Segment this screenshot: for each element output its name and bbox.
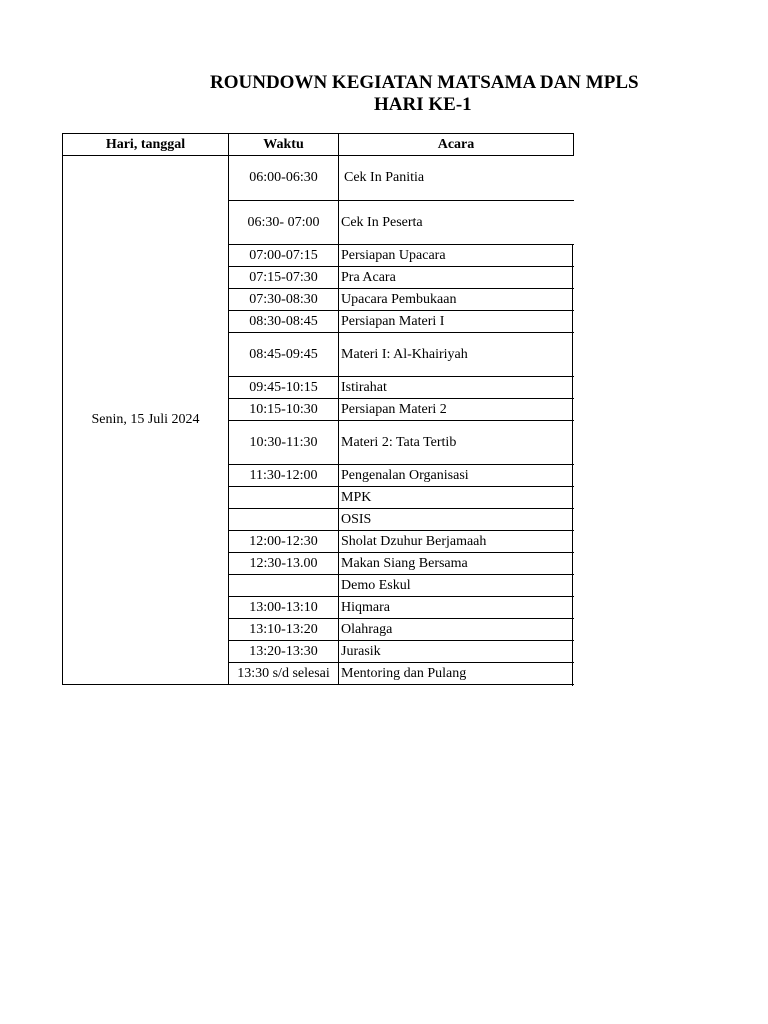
table-right-border xyxy=(572,377,573,400)
header-hari: Hari, tanggal xyxy=(63,134,229,156)
acara-cell: Persiapan Materi 2 xyxy=(339,399,574,421)
acara-cell: Sholat Dzuhur Berjamaah xyxy=(339,531,574,553)
table-right-border xyxy=(572,553,573,576)
table-right-border xyxy=(572,289,573,312)
header-acara: Acara xyxy=(339,134,574,156)
waktu-cell: 06:00-06:30 xyxy=(229,156,339,201)
table-right-border xyxy=(572,641,573,664)
acara-cell: Pra Acara xyxy=(339,267,574,289)
waktu-cell: 08:45-09:45 xyxy=(229,333,339,377)
table-right-border xyxy=(572,663,573,686)
document-title xyxy=(0,68,768,118)
waktu-cell: 10:15-10:30 xyxy=(229,399,339,421)
waktu-cell: 06:30- 07:00 xyxy=(229,201,339,245)
waktu-cell xyxy=(229,487,339,509)
acara-cell: Materi 2: Tata Tertib xyxy=(339,421,574,465)
acara-cell: MPK xyxy=(339,487,574,509)
table-right-border xyxy=(572,399,573,422)
table-right-border xyxy=(572,597,573,620)
acara-cell: Olahraga xyxy=(339,619,574,641)
table-right-border xyxy=(572,421,573,466)
hari-tanggal-cell: Senin, 15 Juli 2024 xyxy=(63,156,229,685)
acara-cell: Persiapan Materi I xyxy=(339,311,574,333)
waktu-cell: 07:15-07:30 xyxy=(229,267,339,289)
table-right-border xyxy=(572,311,573,334)
table-body xyxy=(63,156,574,685)
acara-cell: Jurasik xyxy=(339,641,574,663)
acara-cell: Makan Siang Bersama xyxy=(339,553,574,575)
acara-cell: Pengenalan Organisasi xyxy=(339,465,574,487)
waktu-cell: 13:00-13:10 xyxy=(229,597,339,619)
waktu-cell: 13:10-13:20 xyxy=(229,619,339,641)
acara-cell: Upacara Pembukaan xyxy=(339,289,574,311)
waktu-cell: 10:30-11:30 xyxy=(229,421,339,465)
acara-cell: Persiapan Upacara xyxy=(339,245,574,267)
table-right-border xyxy=(572,333,573,378)
acara-cell: OSIS xyxy=(339,509,574,531)
acara-cell: Cek In Panitia xyxy=(339,156,574,201)
table-right-border xyxy=(572,245,573,268)
waktu-cell: 08:30-08:45 xyxy=(229,311,339,333)
waktu-cell xyxy=(229,509,339,531)
waktu-cell xyxy=(229,575,339,597)
table-row xyxy=(63,156,574,201)
acara-cell: Istirahat xyxy=(339,377,574,399)
table-right-border xyxy=(572,619,573,642)
acara-cell: Mentoring dan Pulang xyxy=(339,663,574,685)
waktu-cell: 13:30 s/d selesai xyxy=(229,663,339,685)
header-waktu: Waktu xyxy=(229,134,339,156)
rundown-table xyxy=(62,133,574,685)
acara-cell: Demo Eskul xyxy=(339,575,574,597)
waktu-cell: 13:20-13:30 xyxy=(229,641,339,663)
title-main: ROUNDOWN KEGIATAN MATSAMA DAN MPLS xyxy=(210,72,639,93)
waktu-cell: 07:30-08:30 xyxy=(229,289,339,311)
acara-cell: Hiqmara xyxy=(339,597,574,619)
table-header-row xyxy=(63,134,574,156)
acara-cell: Cek In Peserta xyxy=(339,201,574,245)
title-day: HARI KE-1 xyxy=(374,94,472,115)
table-right-border xyxy=(572,465,573,488)
acara-cell: Materi I: Al-Khairiyah xyxy=(339,333,574,377)
table-right-border xyxy=(572,487,573,510)
waktu-cell: 12:00-12:30 xyxy=(229,531,339,553)
table-right-border xyxy=(572,267,573,290)
table-right-border xyxy=(572,575,573,598)
waktu-cell: 09:45-10:15 xyxy=(229,377,339,399)
waktu-cell: 11:30-12:00 xyxy=(229,465,339,487)
table-right-border xyxy=(572,509,573,532)
waktu-cell: 07:00-07:15 xyxy=(229,245,339,267)
table-right-border xyxy=(572,531,573,554)
waktu-cell: 12:30-13.00 xyxy=(229,553,339,575)
